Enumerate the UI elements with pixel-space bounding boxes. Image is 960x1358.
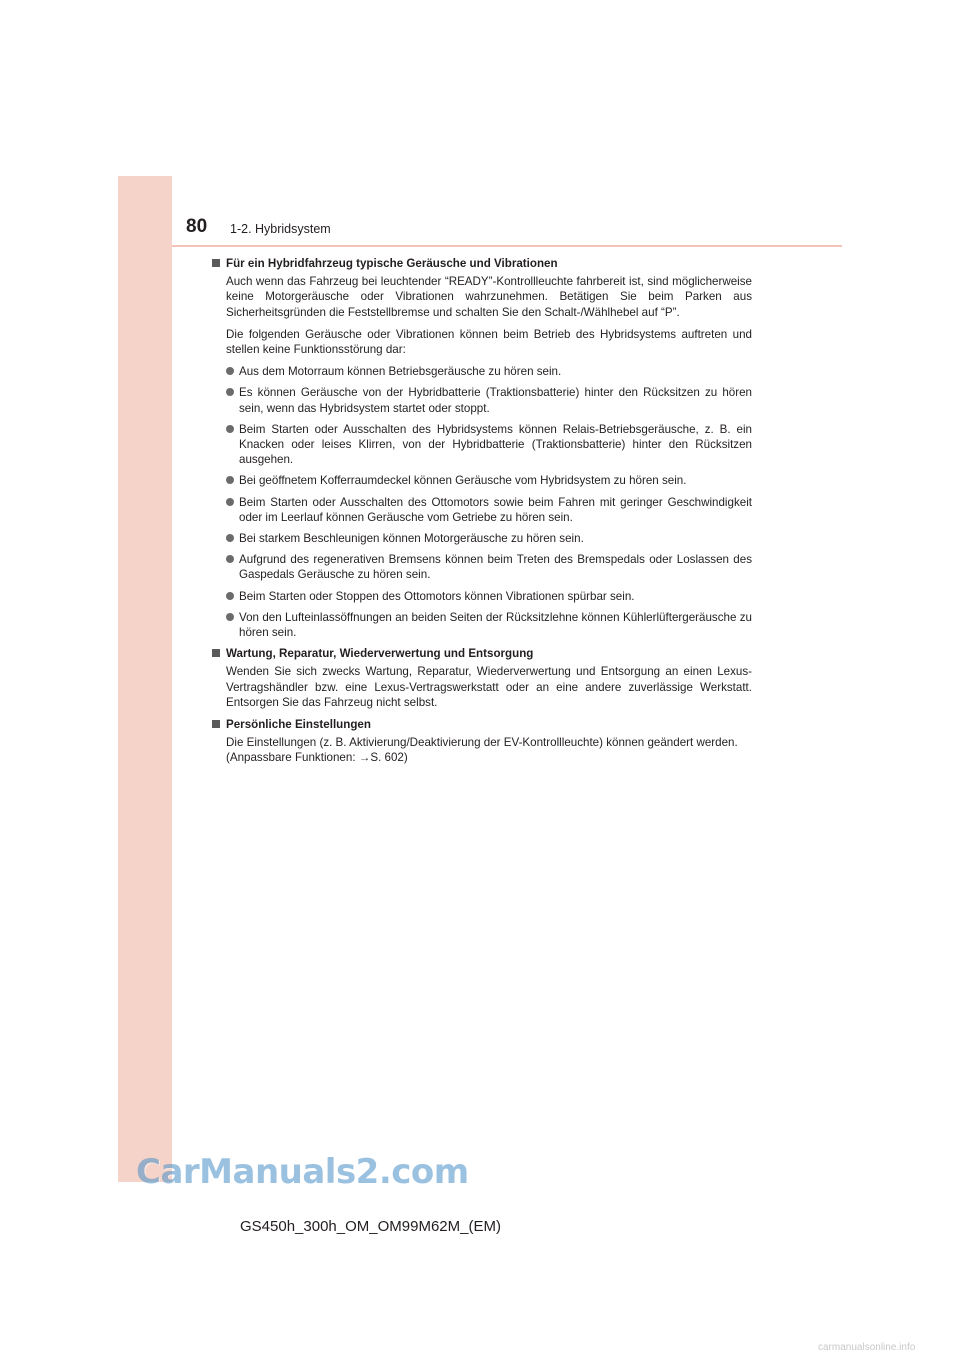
list-item: Aufgrund des regenerativen Bremsens können beim Treten des Bremspedals oder Loslassen des Gaspedals Geräusche zu hören sein. — [226, 552, 752, 582]
page-number: 80 — [186, 216, 208, 237]
corner-watermark: carmanualsonline.info — [818, 1342, 916, 1353]
circle-bullet-icon — [226, 555, 234, 563]
list-item: Beim Starten oder Stoppen des Ottomotors können Vibrationen spürbar sein. — [226, 589, 752, 604]
content-body — [212, 256, 752, 773]
chapter-color-bar — [118, 176, 172, 1182]
circle-bullet-icon — [226, 476, 234, 484]
circle-bullet-icon — [226, 388, 234, 396]
paragraph: Die Einstellungen (z. B. Aktivierung/Deaktivierung der EV-Kontrollleuchte) können geändert werden. — [226, 736, 738, 750]
square-bullet-icon — [212, 649, 220, 657]
square-bullet-icon — [212, 720, 220, 728]
section-heading: Persönliche Einstellungen — [212, 717, 752, 732]
list-item: Beim Starten oder Ausschalten des Ottomotors sowie beim Fahren mit geringer Geschwindigkeit oder im Leerlauf können Geräusche vom Getriebe zu hören sein. — [226, 495, 752, 525]
circle-bullet-icon — [226, 367, 234, 375]
paragraph: Die folgenden Geräusche oder Vibrationen können beim Betrieb des Hybridsystems auftreten und stellen keine Funktionsstörung dar: — [226, 327, 752, 357]
paragraph: Auch wenn das Fahrzeug bei leuchtender “READY”-Kontrollleuchte fahrbereit ist, sind möglicherweise keine Motorgeräusche oder Vibrationen wahrzunehmen. Betätigen Sie beim Parken aus Sicherheitsgründen die Feststellbremse und schalten Sie den Schalt-/Wählhebel auf “P”. — [226, 275, 752, 319]
section-heading: Wartung, Reparatur, Wiederverwertung und Entsorgung — [212, 646, 752, 661]
header-divider — [172, 245, 842, 247]
circle-bullet-icon — [226, 592, 234, 600]
list-item: Bei geöffnetem Kofferraumdeckel können Geräusche vom Hybridsystem zu hören sein. — [226, 473, 752, 488]
cross-reference-link[interactable]: (Anpassbare Funktionen: →S. 602) — [226, 751, 408, 765]
list-item: Aus dem Motorraum können Betriebsgeräusche zu hören sein. — [226, 364, 752, 379]
section-maintenance — [212, 646, 752, 710]
list-item: Bei starkem Beschleunigen können Motorgeräusche zu hören sein. — [226, 531, 752, 546]
section-title: 1-2. Hybridsystem — [230, 222, 331, 236]
circle-bullet-icon — [226, 425, 234, 433]
square-bullet-icon — [212, 259, 220, 267]
watermark-logo: CarManuals2.com — [136, 1152, 469, 1192]
section-personal-settings — [212, 717, 752, 766]
section-noises — [212, 256, 752, 640]
list-item: Von den Lufteinlassöffnungen an beiden Seiten der Rücksitzlehne können Kühlerlüftergeräusche zu hören sein. — [226, 610, 752, 640]
list-item: Es können Geräusche von der Hybridbatterie (Traktionsbatterie) hinter den Rücksitzen zu hören sein, wenn das Hybridsystem startet oder stoppt. — [226, 385, 752, 415]
document-code: GS450h_300h_OM_OM99M62M_(EM) — [240, 1218, 501, 1235]
section-heading: Für ein Hybridfahrzeug typische Geräusche und Vibrationen — [212, 256, 752, 271]
paragraph: Wenden Sie sich zwecks Wartung, Reparatur, Wiederverwertung und Entsorgung an einen Lexus-Vertragshändler bzw. eine Lexus-Vertragswerkstatt oder an eine andere zuverlässige Werkstatt. Entsorgen Sie das Fahrzeug nicht selbst. — [226, 665, 752, 709]
circle-bullet-icon — [226, 613, 234, 621]
circle-bullet-icon — [226, 534, 234, 542]
list-item: Beim Starten oder Ausschalten des Hybridsystems können Relais-Betriebsgeräusche, z. B. ein Knacken oder leises Klirren, von der Hybridbatterie (Traktionsbatterie) hinter den Rücksitzen ausgehen. — [226, 422, 752, 468]
circle-bullet-icon — [226, 498, 234, 506]
